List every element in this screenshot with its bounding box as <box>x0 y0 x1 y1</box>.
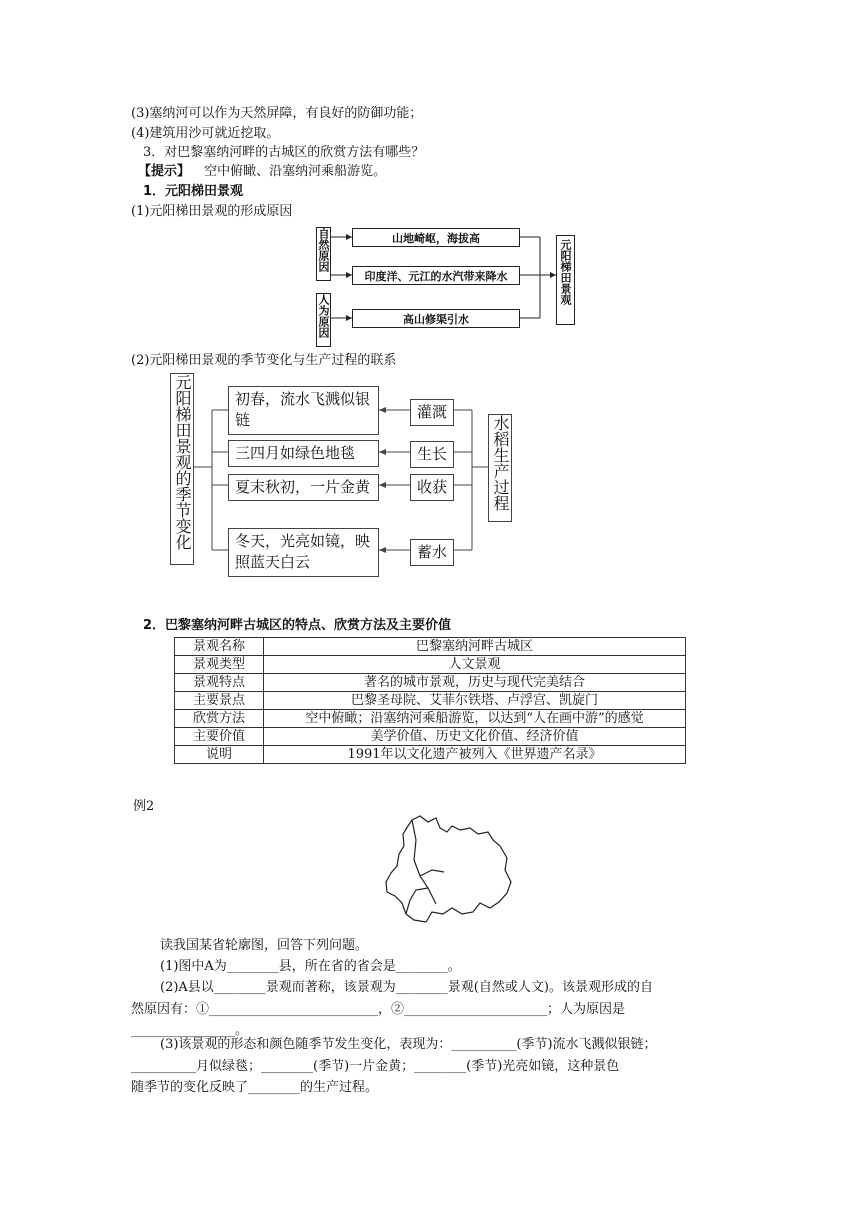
human-cause-text: 人为原因 <box>317 294 330 338</box>
question-line-8: 随季节的变化反映了________的生产过程。 <box>131 1080 379 1095</box>
intro-line-3: 3．对巴黎塞纳河畔的古城区的欣赏方法有哪些？ <box>143 145 425 160</box>
step-water-storage: 蓄水 <box>410 539 454 566</box>
table-value-cell: 著名的城市景观，历史与现代完美结合 <box>264 674 686 692</box>
rice-production-text: 水稻生产过程 <box>491 415 510 511</box>
section1-sub1: (1)元阳梯田景观的形成原因 <box>131 204 293 219</box>
table-key-cell: 景观特点 <box>175 674 264 692</box>
table-value-cell: 巴黎塞纳河畔古城区 <box>264 638 686 656</box>
factor-moisture: 印度洋、元江的水汽带来降水 <box>352 266 520 285</box>
section1-sub2: (2)元阳梯田景观的季节变化与生产过程的联系 <box>131 353 397 368</box>
table-key-cell: 主要景点 <box>175 692 264 710</box>
factor-terrain: 山地崎岖，海拔高 <box>352 228 520 247</box>
example-label: 例2 <box>133 799 155 814</box>
table-key-cell: 景观名称 <box>175 638 264 656</box>
section1-title: 1．元阳梯田景观 <box>143 184 244 199</box>
intro-line-1: (3)塞纳河可以作为天然屏障，有良好的防御功能； <box>131 106 423 121</box>
table-key-cell: 主要价值 <box>175 728 264 746</box>
question-line-3: (2)A县以________景观而著称，该景观为________景观(自然或人文)。该景观形成的自 <box>160 980 653 995</box>
season-march-april: 三四月如绿色地毯 <box>228 440 379 467</box>
hint-text: 空中俯瞰、沿塞纳河乘船游览。 <box>204 164 387 179</box>
season-early-spring: 初春，流水飞溅似银链 <box>228 386 379 435</box>
hint-tag: 【提示】 <box>138 164 191 179</box>
question-line-4: 然原因有：①__________________________，②______________________；人为原因是 <box>131 1002 626 1017</box>
table-value-cell: 美学价值、历史文化价值、经济价值 <box>264 728 686 746</box>
question-line-6: (3)该景观的形态和颜色随季节发生变化，表现为：__________(季节)流水飞溅似银链； <box>160 1037 657 1052</box>
step-irrigation: 灌溉 <box>410 399 454 426</box>
step-growth: 生长 <box>410 441 454 468</box>
question-line-7: __________月似绿毯；________(季节)一片金黄；________(季节)光亮如镜，这种景色 <box>131 1059 620 1074</box>
table-value-cell: 巴黎圣母院、艾菲尔铁塔、卢浮宫、凯旋门 <box>264 692 686 710</box>
step-harvest: 收获 <box>410 474 454 501</box>
table-value-cell: 1991年以文化遗产被列入《世界遗产名录》 <box>264 746 686 764</box>
result-text: 元阳梯田景观 <box>559 239 572 305</box>
section2-title: 2．巴黎塞纳河畔古城区的特点、欣赏方法及主要价值 <box>143 618 452 633</box>
table-value-cell: 人文景观 <box>264 656 686 674</box>
question-line-1: 读我国某省轮廓图，回答下列问题。 <box>160 938 369 953</box>
factor-irrigation: 高山修渠引水 <box>352 309 520 328</box>
season-winter: 冬天，光亮如镜，映照蓝天白云 <box>228 528 379 577</box>
table-key-cell: 说明 <box>175 746 264 764</box>
table-value-cell: 空中俯瞰；沿塞纳河乘船游览，以达到“人在画中游”的感觉 <box>264 710 686 728</box>
question-line-2: (1)图中A为________县，所在省的省会是________。 <box>160 959 461 974</box>
table-key-cell: 景观类型 <box>175 656 264 674</box>
table-key-cell: 欣赏方法 <box>175 710 264 728</box>
question-line-5: ________________。 <box>131 1023 249 1038</box>
seasonal-change-text: 元阳梯田景观的季节变化 <box>173 374 192 550</box>
season-late-summer: 夏末秋初，一片金黄 <box>228 474 379 501</box>
intro-line-2: (4)建筑用沙可就近挖取。 <box>131 126 280 141</box>
natural-cause-text: 自然原因 <box>317 228 330 272</box>
